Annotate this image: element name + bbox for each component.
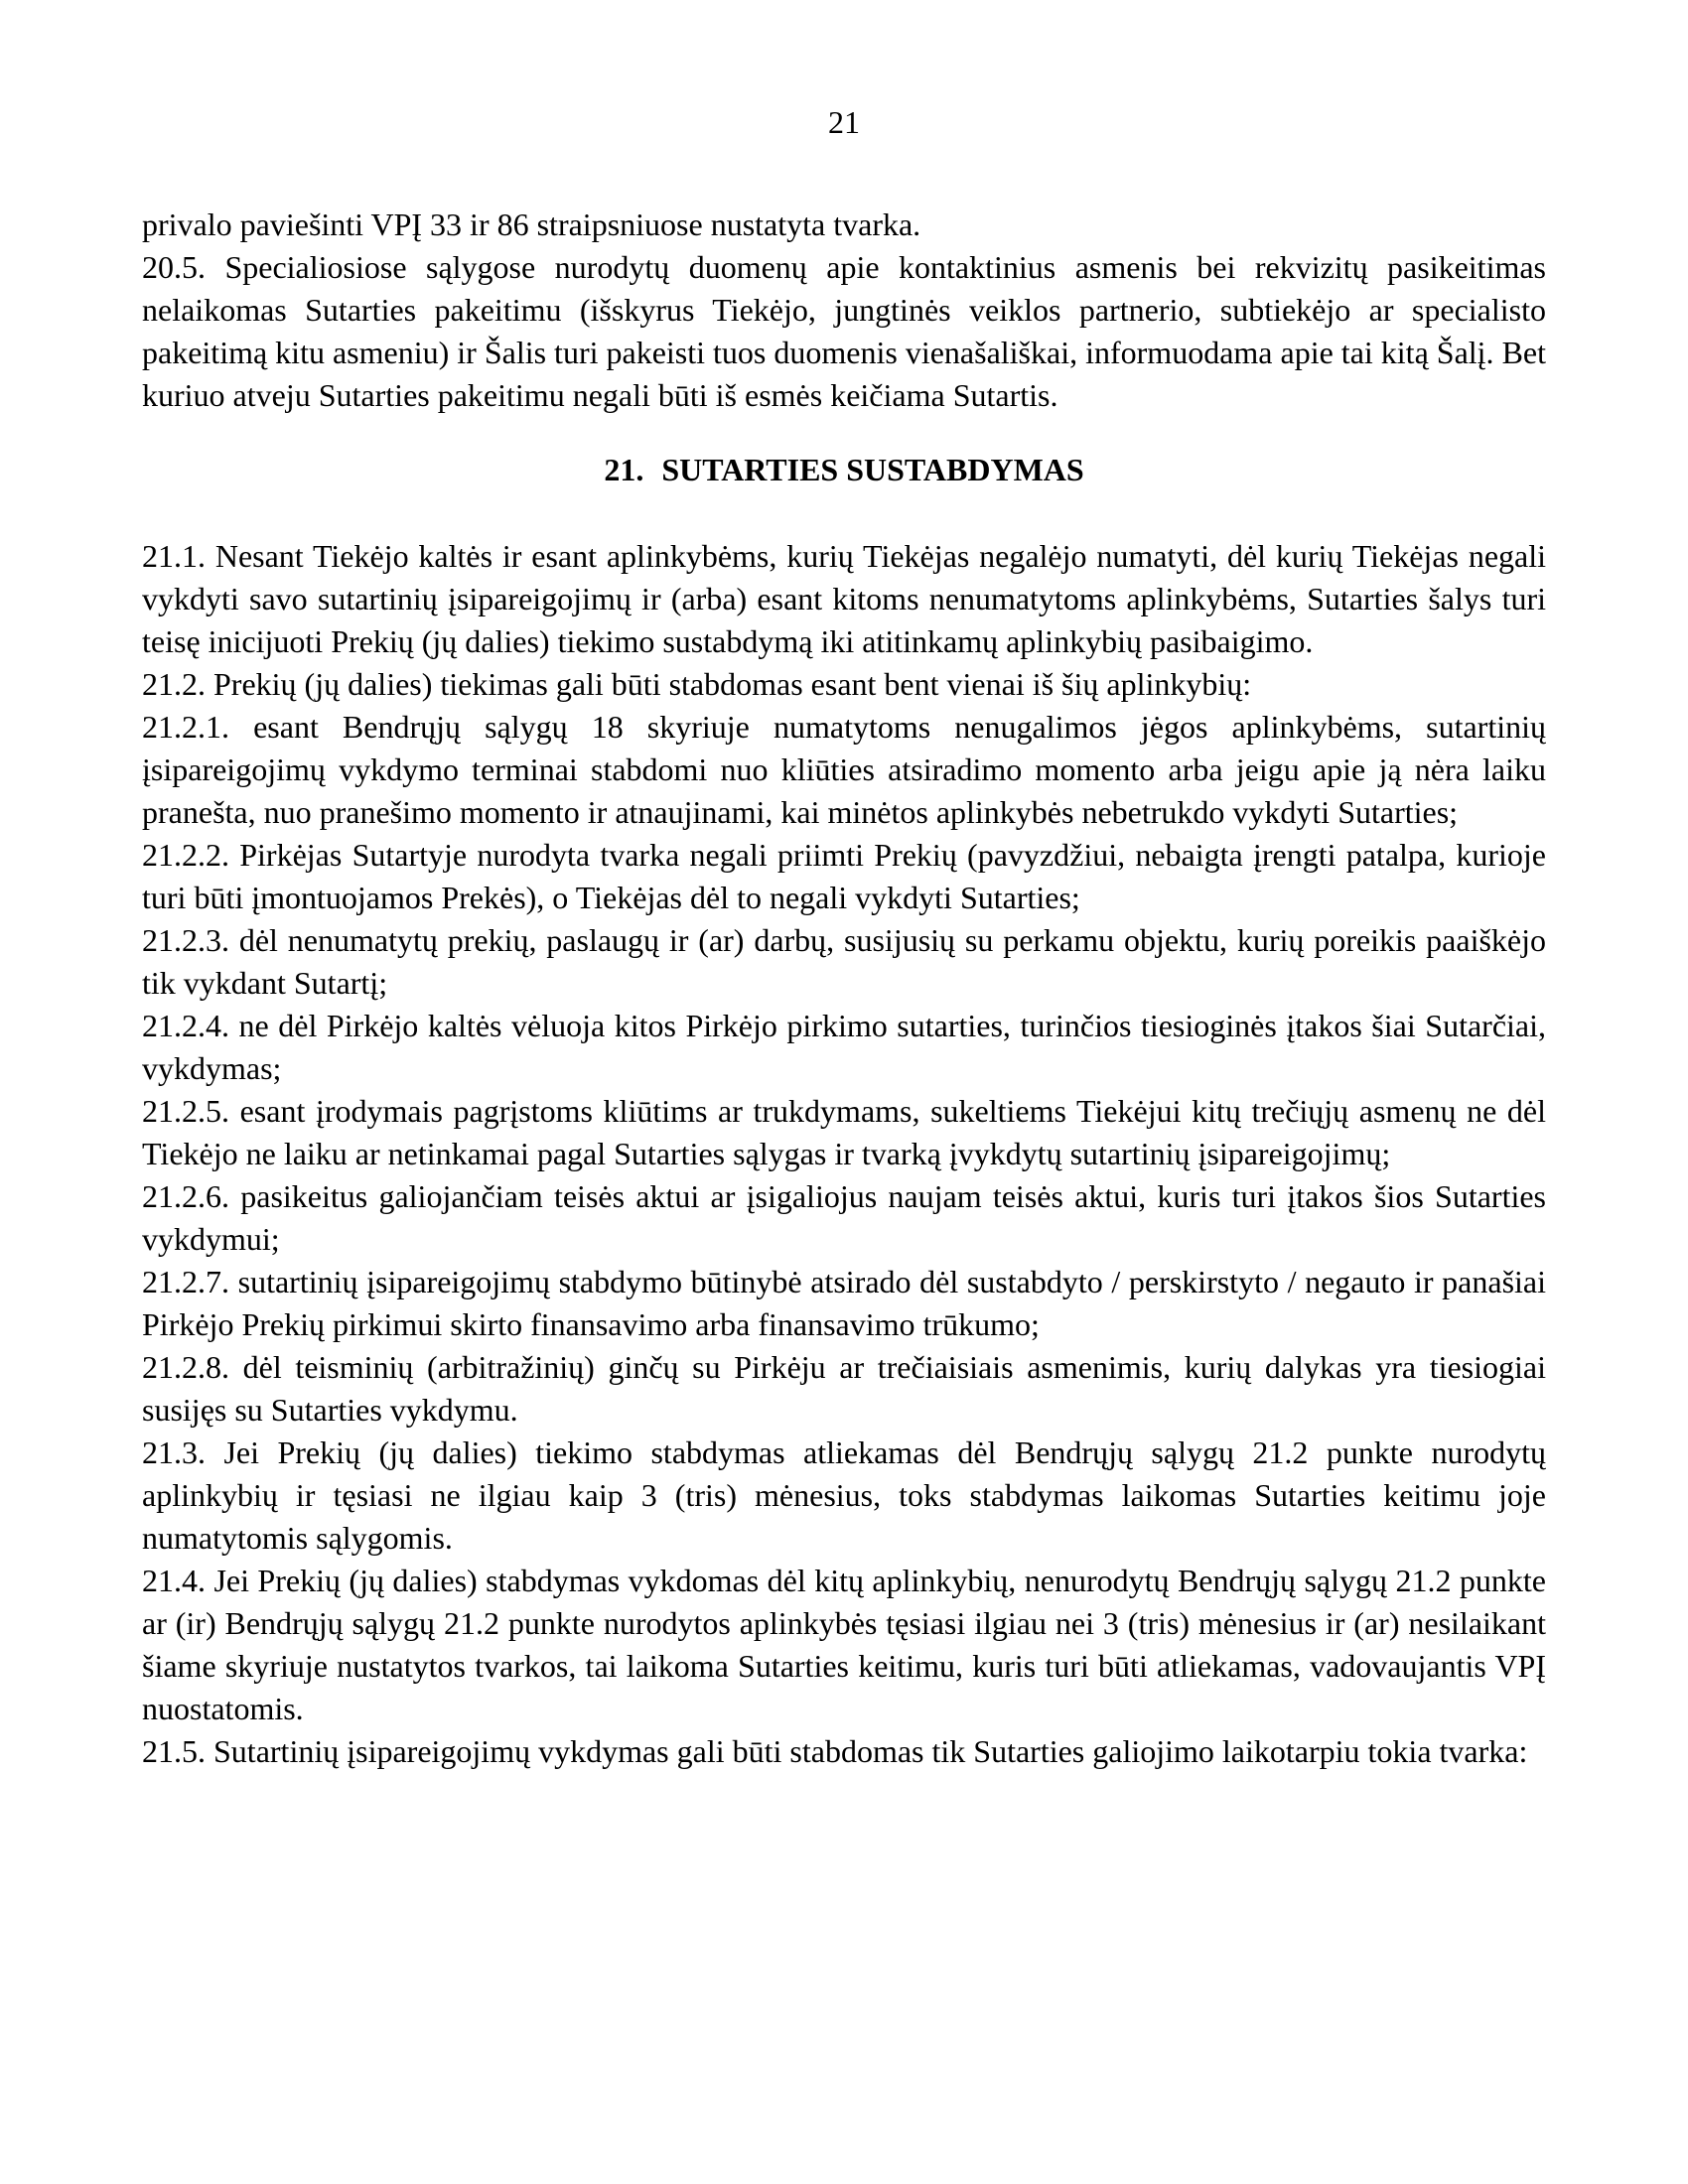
paragraph-21-2-4: 21.2.4. ne dėl Pirkėjo kaltės vėluoja kitos Pirkėjo pirkimo sutarties, turinčios tiesioginės įtakos šiai Sutarčiai, vykdymas; [142, 1008, 1546, 1086]
paragraph-21-2-6: 21.2.6. pasikeitus galiojančiam teisės aktui ar įsigaliojus naujam teisės aktui, kuris turi įtakos šios Sutarties vykdymui; [142, 1178, 1546, 1257]
document-body [142, 204, 1546, 1773]
paragraph-21-2-8: 21.2.8. dėl teisminių (arbitražinių) ginčų su Pirkėju ar trečiaisiais asmenimis, kurių dalykas yra tiesiogiai susijęs su Sutarties vykdymu. [142, 1349, 1546, 1428]
paragraph-21-2-2: 21.2.2. Pirkėjas Sutartyje nurodyta tvarka negali priimti Prekių (pavyzdžiui, nebaigta įrengti patalpa, kurioje turi būti įmontuojamos Prekės), o Tiekėjas dėl to negali vykdyti Sutarties; [142, 837, 1546, 915]
paragraph-continuation: privalo paviešinti VPĮ 33 ir 86 straipsniuose nustatyta tvarka. [142, 206, 921, 242]
paragraph-21-3: 21.3. Jei Prekių (jų dalies) tiekimo stabdymas atliekamas dėl Bendrųjų sąlygų 21.2 punkte nurodytų aplinkybių ir tęsiasi ne ilgiau kaip 3 (tris) mėnesius, toks stabdymas laikomas Sutarties keitimu joje numatytomis sąlygomis. [142, 1434, 1546, 1556]
paragraph-21-2-5: 21.2.5. esant įrodymais pagrįstoms kliūtims ar trukdymams, sukeltiems Tiekėjui kitų trečiųjų asmenų ne dėl Tiekėjo ne laiku ar netinkamai pagal Sutarties sąlygas ir tvarką įvykdytų sutartinių įsipareigojimų; [142, 1093, 1546, 1171]
paragraph-20-5: 20.5. Specialiosiose sąlygose nurodytų duomenų apie kontaktinius asmenis bei rekvizitų pasikeitimas nelaikomas Sutarties pakeitimu (išskyrus Tiekėjo, jungtinės veiklos partnerio, subtiekėjo ar specialisto pakeitimą kitu asmeniu) ir Šalis turi pakeisti tuos duomenis vienašališkai, informuodama apie tai kitą Šalį. Bet kuriuo atveju Sutarties pakeitimu negali būti iš esmės keičiama Sutartis. [142, 249, 1546, 413]
paragraph-21-2: 21.2. Prekių (jų dalies) tiekimas gali būti stabdomas esant bent vienai iš šių aplinkybių: [142, 666, 1252, 702]
page-number: 21 [828, 104, 860, 140]
paragraph-21-1: 21.1. Nesant Tiekėjo kaltės ir esant aplinkybėms, kurių Tiekėjas negalėjo numatyti, dėl kurių Tiekėjas negali vykdyti savo sutartinių įsipareigojimų ir (arba) esant kitoms nenumatytoms aplinkybėms, Sutarties šalys turi teisę inicijuoti Prekių (jų dalies) tiekimo sustabdymą iki atitinkamų aplinkybių pasibaigimo. [142, 538, 1546, 659]
section-heading-number: 21. [604, 452, 644, 487]
section-heading-title: SUTARTIES SUSTABDYMAS [661, 452, 1084, 487]
paragraph-21-5: 21.5. Sutartinių įsipareigojimų vykdymas gali būti stabdomas tik Sutarties galiojimo laikotarpiu tokia tvarka: [142, 1733, 1528, 1769]
paragraph-21-2-7: 21.2.7. sutartinių įsipareigojimų stabdymo būtinybė atsirado dėl sustabdyto / perskirstyto / negauto ir panašiai Pirkėjo Prekių pirkimui skirto finansavimo arba finansavimo trūkumo; [142, 1264, 1546, 1342]
section-heading [142, 449, 1546, 491]
paragraph-21-2-3: 21.2.3. dėl nenumatytų prekių, paslaugų ir (ar) darbų, susijusių su perkamu objektu, kurių poreikis paaiškėjo tik vykdant Sutartį; [142, 922, 1546, 1001]
paragraph-21-4: 21.4. Jei Prekių (jų dalies) stabdymas vykdomas dėl kitų aplinkybių, nenurodytų Bendrųjų sąlygų 21.2 punkte ar (ir) Bendrųjų sąlygų 21.2 punkte nurodytos aplinkybės tęsiasi ilgiau nei 3 (tris) mėnesius ir (ar) nesilaikant šiame skyriuje nustatytos tvarkos, tai laikoma Sutarties keitimu, kuris turi būti atliekamas, vadovaujantis VPĮ nuostatomis. [142, 1563, 1546, 1726]
paragraph-21-2-1: 21.2.1. esant Bendrųjų sąlygų 18 skyriuje numatytoms nenugalimos jėgos aplinkybėms, sutartinių įsipareigojimų vykdymo terminai stabdomi nuo kliūties atsiradimo momento arba jeigu apie ją nėra laiku pranešta, nuo pranešimo momento ir atnaujinami, kai minėtos aplinkybės nebetrukdo vykdyti Sutarties; [142, 709, 1546, 830]
